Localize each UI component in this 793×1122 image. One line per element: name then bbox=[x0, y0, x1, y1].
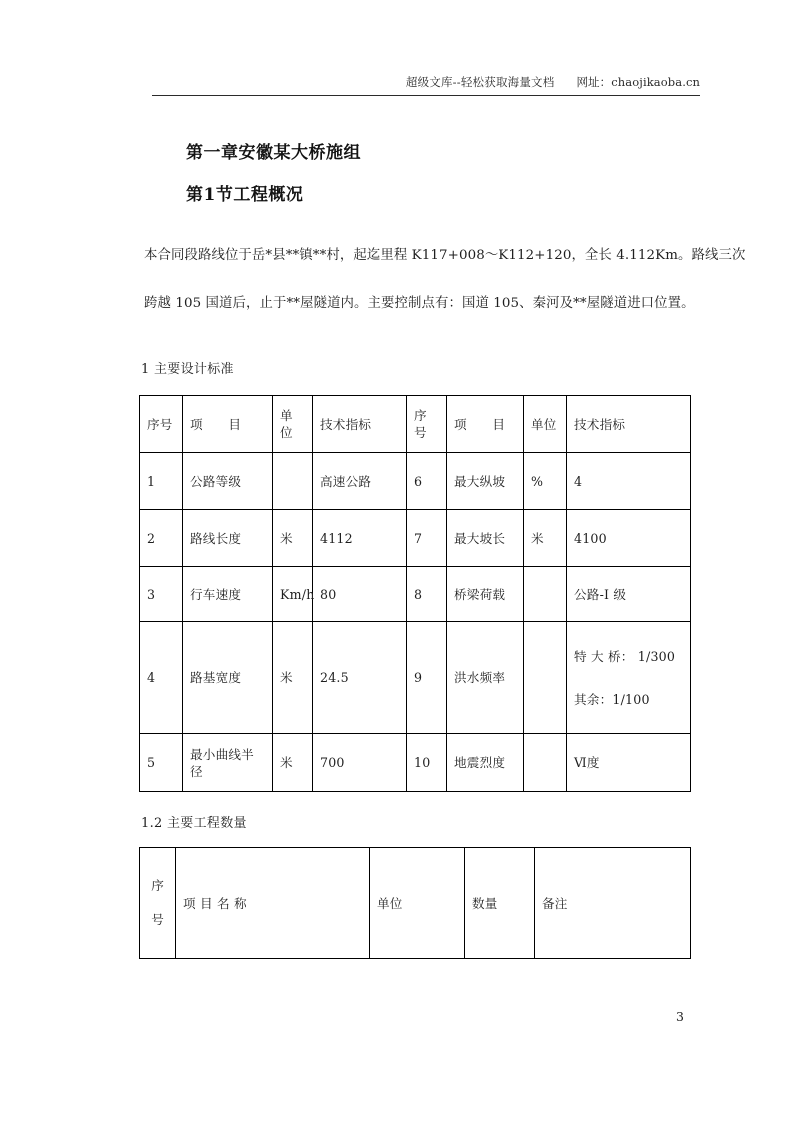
cell-unit: 米 bbox=[273, 622, 313, 734]
cell-item: 路线长度 bbox=[183, 510, 273, 567]
cell-value-2-multiline bbox=[567, 622, 691, 734]
flood-frequency-line-2: 其余：1/100 bbox=[574, 691, 650, 707]
cell-item: 路基宽度 bbox=[183, 622, 273, 734]
header-cell-value-left: 技术指标 bbox=[313, 396, 407, 453]
paragraph-line-1: 本合同段路线位于岳*县**镇**村，起迄里程 K117+008～K112+120，全长 4.112Km。路线三次 bbox=[144, 248, 746, 263]
cell-value: 700 bbox=[313, 734, 407, 792]
cell-no: 2 bbox=[140, 510, 183, 567]
cell-item-2: 最大坡长 bbox=[447, 510, 524, 567]
section-heading: 第1节工程概况 bbox=[186, 185, 304, 205]
serial-char-2: 号 bbox=[151, 912, 164, 927]
cell-item: 最小曲线半径 bbox=[183, 734, 273, 792]
cell-item-2: 最大纵坡 bbox=[447, 453, 524, 510]
header-cell-unit-right: 单位 bbox=[524, 396, 567, 453]
header-site-title: 超级文库--轻松获取海量文档 bbox=[405, 75, 555, 89]
cell-unit: 米 bbox=[273, 734, 313, 792]
cell-value: 80 bbox=[313, 567, 407, 622]
cell-value: 24.5 bbox=[313, 622, 407, 734]
cell-no-2: 8 bbox=[407, 567, 447, 622]
table-row bbox=[140, 510, 691, 567]
header-cell-serial-number bbox=[140, 848, 176, 959]
header-divider-rule bbox=[152, 95, 700, 96]
subheading-main-quantities: 1.2 主要工程数量 bbox=[141, 816, 247, 831]
header-cell-no-right: 序号 bbox=[407, 396, 447, 453]
cell-value-2: 4100 bbox=[567, 510, 691, 567]
header-cell-item-left: 项 目 bbox=[183, 396, 273, 453]
page-number: 3 bbox=[676, 1009, 684, 1024]
cell-value-2: 公路-I 级 bbox=[567, 567, 691, 622]
cell-unit-2 bbox=[524, 567, 567, 622]
cell-unit: Km/h bbox=[273, 567, 313, 622]
table-row bbox=[140, 567, 691, 622]
header-cell-unit: 单位 bbox=[370, 848, 465, 959]
main-quantities-table bbox=[139, 847, 691, 959]
table-row bbox=[140, 622, 691, 734]
header-cell-unit-left: 单位 bbox=[273, 396, 313, 453]
cell-unit-2: 米 bbox=[524, 510, 567, 567]
table-header-row bbox=[140, 848, 691, 959]
cell-no: 5 bbox=[140, 734, 183, 792]
cell-value-2: Ⅵ度 bbox=[567, 734, 691, 792]
cell-item-2: 洪水频率 bbox=[447, 622, 524, 734]
cell-item: 行车速度 bbox=[183, 567, 273, 622]
cell-no: 1 bbox=[140, 453, 183, 510]
table-row bbox=[140, 734, 691, 792]
cell-item: 公路等级 bbox=[183, 453, 273, 510]
cell-value-2: 4 bbox=[567, 453, 691, 510]
cell-value: 4112 bbox=[313, 510, 407, 567]
cell-no: 3 bbox=[140, 567, 183, 622]
header-cell-value-right: 技术指标 bbox=[567, 396, 691, 453]
cell-unit: 米 bbox=[273, 510, 313, 567]
cell-no: 4 bbox=[140, 622, 183, 734]
intro-paragraph bbox=[144, 246, 746, 342]
serial-char-1: 序 bbox=[151, 878, 164, 893]
subheading-design-standards: 1 主要设计标准 bbox=[141, 362, 234, 377]
design-standards-table bbox=[139, 395, 691, 792]
flood-frequency-line-1: 特 大 桥： 1/300 bbox=[574, 648, 676, 664]
header-site-url: 网址：chaojikaoba.cn bbox=[576, 75, 700, 89]
cell-unit-2: % bbox=[524, 453, 567, 510]
page-running-header bbox=[140, 74, 700, 90]
header-cell-quantity: 数量 bbox=[465, 848, 535, 959]
header-cell-remark: 备注 bbox=[535, 848, 691, 959]
header-cell-item-right: 项 目 bbox=[447, 396, 524, 453]
header-cell-project-name: 项 目 名 称 bbox=[176, 848, 370, 959]
cell-no-2: 10 bbox=[407, 734, 447, 792]
cell-no-2: 7 bbox=[407, 510, 447, 567]
header-cell-no-left: 序号 bbox=[140, 396, 183, 453]
table-header-row bbox=[140, 396, 691, 453]
cell-item-2: 桥梁荷载 bbox=[447, 567, 524, 622]
cell-unit bbox=[273, 453, 313, 510]
cell-item-2: 地震烈度 bbox=[447, 734, 524, 792]
table-row bbox=[140, 453, 691, 510]
paragraph-line-2: 跨越 105 国道后，止于**屋隧道内。主要控制点有：国道 105、秦河及**屋隧道进口位置。 bbox=[144, 296, 695, 311]
chapter-heading: 第一章安徽某大桥施组 bbox=[186, 143, 361, 163]
cell-no-2: 6 bbox=[407, 453, 447, 510]
cell-no-2: 9 bbox=[407, 622, 447, 734]
cell-unit-2 bbox=[524, 734, 567, 792]
cell-value: 高速公路 bbox=[313, 453, 407, 510]
cell-unit-2 bbox=[524, 622, 567, 734]
